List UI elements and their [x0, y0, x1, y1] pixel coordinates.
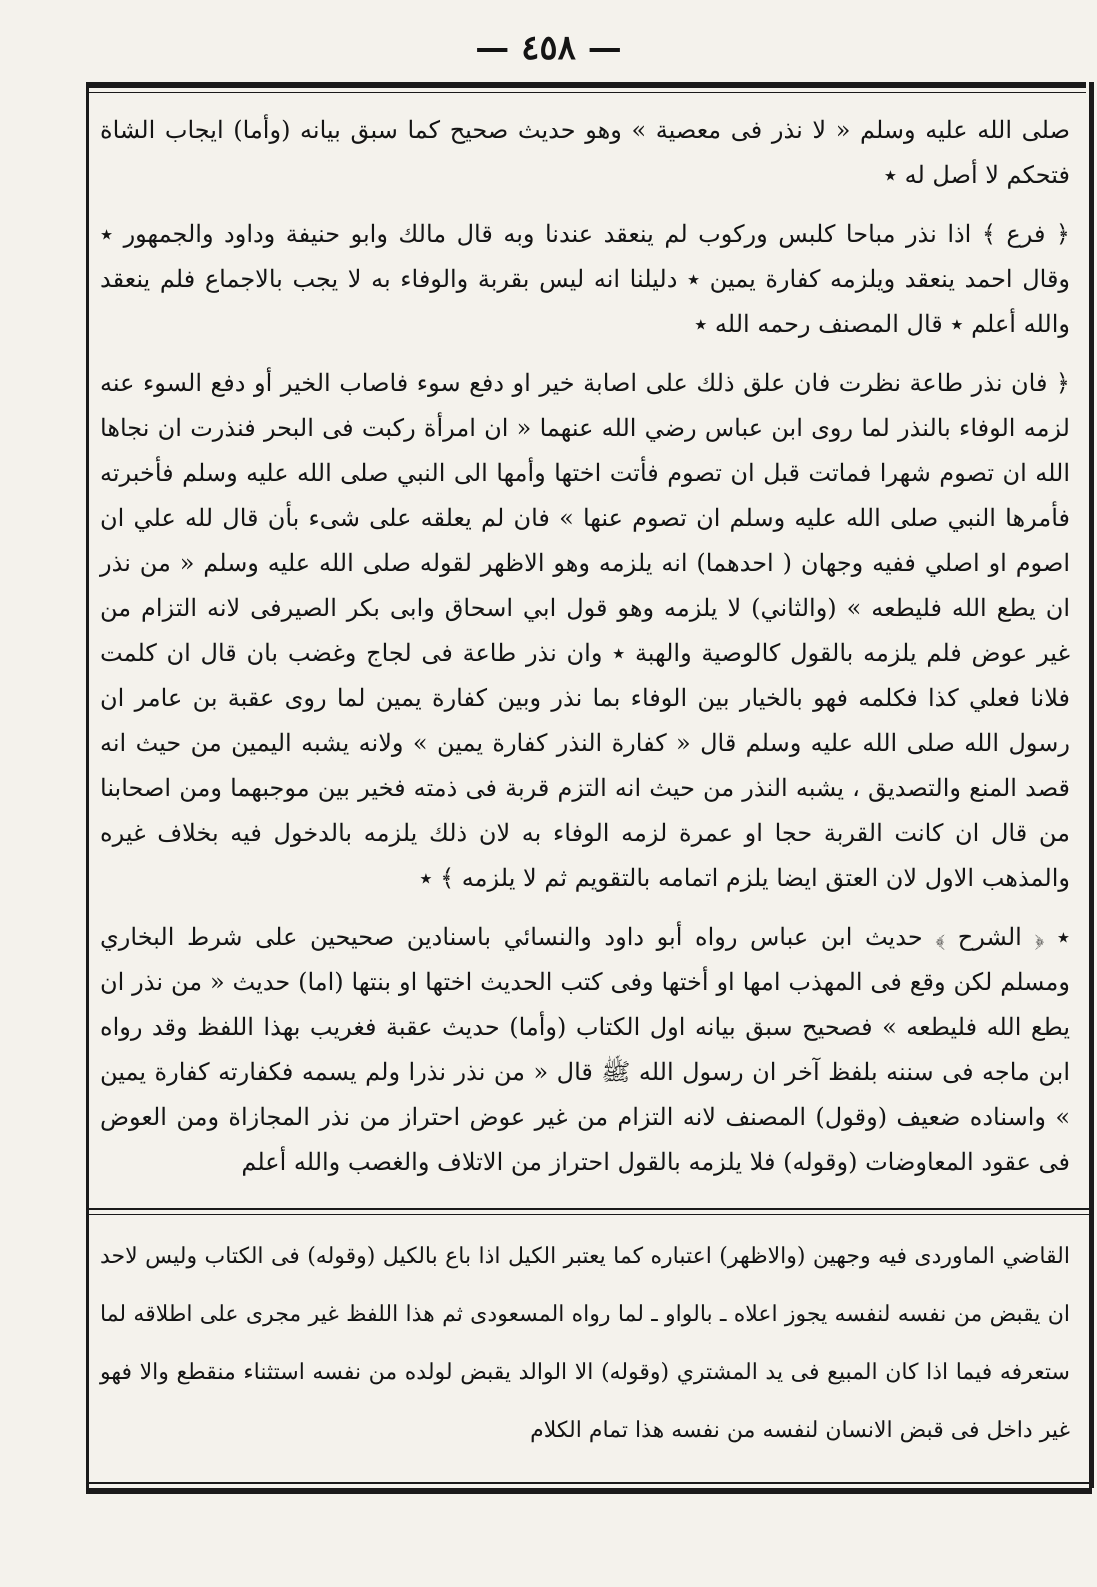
footnote-text: [100, 1228, 1070, 1460]
paragraph: ﴿ فان نذر طاعة نظرت فان علق ذلك على اصابة خير او دفع سوء فاصاب الخير أو دفع السوء عنه لزمه الوفاء بالنذر لما روى ابن عباس رضي الله عنهما « ان امرأة ركبت فى البحر فنذرت ان نجاها الله ان تصوم شهرا فماتت قبل ان تصوم فأتت اختها وأمها الى النبي صلى الله عليه وسلم فأخبرته فأمرها النبي صلى الله عليه وسلم ان تصوم عنها » فان لم يعلقه على شىء بأن قال لله علي ان اصوم او اصلي ففيه وجهان ( احدهما) انه يلزمه وهو الاظهر لقوله صلى الله عليه وسلم « من نذر ان يطع الله فليطعه » (والثاني) لا يلزمه وهو قول ابي اسحاق وابى بكر الصيرفى لانه التزام من غير عوض فلم يلزمه بالقول كالوصية والهبة ٭ وان نذر طاعة فى لجاج وغضب بان قال ان كلمت فلانا فعلي كذا فكلمه فهو بالخيار بين الوفاء بما نذر وبين كفارة يمين لما روى عقبة بن عامر ان رسول الله صلى الله عليه وسلم قال « كفارة النذر كفارة يمين » ولانه يشبه اليمين من حيث انه قصد المنع والتصديق ، يشبه النذر من حيث انه التزم قربة فى ذمته فخير بين موجبهما ومن اصحابنا من قال ان كانت القربة حجا او عمرة لزمه الوفاء به لان ذلك يلزمه بالدخول فيه بخلاف غيره والمذهب الاول لان العتق ايضا يلزم اتمامه بالتقويم ثم لا يلزمه ﴾ ٭: [100, 369, 1071, 892]
frame-bottom-rule: [86, 1482, 1092, 1484]
footnote-separator: [86, 1208, 1092, 1210]
footnote-paragraph: القاضي الماوردى فيه وجهين (والاظهر) اعتباره كما يعتبر الكيل اذا باع بالكيل (وقوله) فى الكتاب وليس لاحد ان يقبض من نفسه لنفسه يجوز اعلاه ـ بالواو ـ لما رواه المسعودى ثم هذا اللفظ غير مجرى على اطلاقه لما ستعرفه فيما اذا كان المبيع فى يد المشتري (وقوله) الا الوالد يقبض لولده من نفسه استثناء منقطع والا فهو غير داخل فى قبض الانسان لنفسه من نفسه هذا تمام الكلام: [100, 1244, 1070, 1443]
frame-bottom-rule-thick: [86, 1488, 1092, 1494]
footnote-separator-thin: [86, 1214, 1092, 1215]
frame-top-rule: [86, 82, 1086, 88]
paragraph: صلى الله عليه وسلم « لا نذر فى معصية » وهو حديث صحيح كما سبق بيانه (وأما) ايجاب الشاة فتحكم لا أصل له ٭: [100, 116, 1070, 189]
paragraph: ﴿ فرع ﴾ اذا نذر مباحا كلبس وركوب لم ينعقد عندنا وبه قال مالك وابو حنيفة وداود والجمهور ٭ وقال احمد ينعقد ويلزمه كفارة يمين ٭ دليلنا انه ليس بقربة والوفاء به لا يجب بالاجماع فلم ينعقد والله أعلم ٭ قال المصنف رحمه الله ٭: [100, 220, 1070, 338]
frame-inner-rule: [86, 92, 1086, 93]
main-text: [100, 108, 1070, 1199]
paragraph: ٭ ﴿ الشرح ﴾ حديث ابن عباس رواه أبو داود والنسائي باسنادين صحيحين على شرط البخاري ومسلم لكن وقع فى المهذب امها او أختها وفى كتب الحديث اختها او بنتها (اما) حديث « من نذر ان يطع الله فليطعه » فصحيح سبق بيانه اول الكتاب (وأما) حديث عقبة فغريب بهذا اللفظ وقد رواه ابن ماجه فى سننه بلفظ آخر ان رسول الله ﷺ قال « من نذر نذرا ولم يسمه فكفارته كفارة يمين » واسناده ضعيف (وقول) المصنف لانه التزام من غير عوض احتراز من نذر المجازاة ومن العوض فى عقود المعاوضات (وقوله) فلا يلزمه بالقول احتراز من الاتلاف والغصب والله أعلم: [100, 923, 1070, 1176]
page-number: — ٤٥٨ —: [475, 28, 622, 68]
